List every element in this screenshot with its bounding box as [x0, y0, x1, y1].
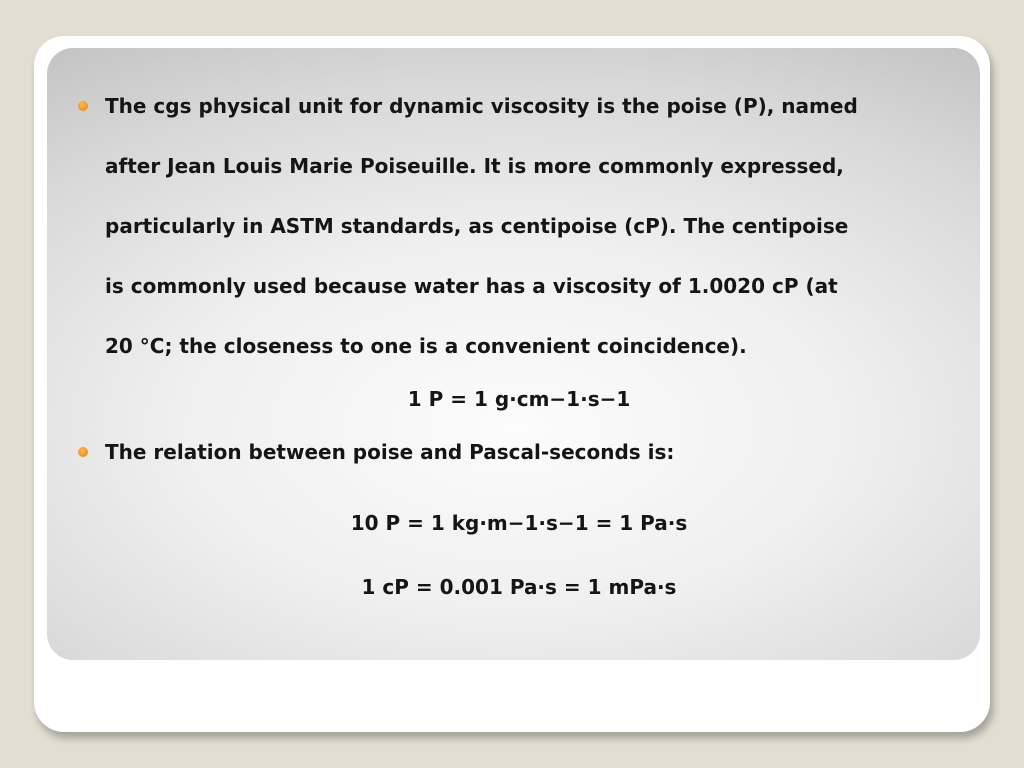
bullet-line-continuation — [78, 316, 960, 376]
bullet-text: 20 °C; the closeness to one is a convenient coincidence). — [105, 334, 747, 358]
slide-content — [47, 48, 980, 660]
equation-centipoise-mpas: 1 cP = 0.001 Pa·s = 1 mPa·s — [361, 575, 677, 599]
bullet-text: particularly in ASTM standards, as centipoise (cP). The centipoise — [105, 214, 849, 238]
bullet-text: is commonly used because water has a viscosity of 1.0020 cP (at — [105, 274, 838, 298]
slide-frame — [34, 36, 990, 732]
equation-poise-cgs: 1 P = 1 g·cm−1·s−1 — [407, 387, 631, 411]
bullet-text: The cgs physical unit for dynamic viscosity is the poise (P), named — [105, 94, 858, 118]
bullet-line — [78, 76, 960, 136]
slide-card — [47, 48, 980, 660]
bullet-icon — [78, 447, 88, 457]
bullet-line — [78, 422, 960, 482]
bullet-text: The relation between poise and Pascal-seconds is: — [105, 440, 675, 464]
bullet-line-continuation — [78, 256, 960, 316]
bullet-line-continuation — [78, 196, 960, 256]
bullet-icon — [78, 101, 88, 111]
bullet-text: after Jean Louis Marie Poiseuille. It is more commonly expressed, — [105, 154, 844, 178]
equation-poise-pascal: 10 P = 1 kg·m−1·s−1 = 1 Pa·s — [350, 511, 688, 535]
bullet-line-continuation — [78, 136, 960, 196]
